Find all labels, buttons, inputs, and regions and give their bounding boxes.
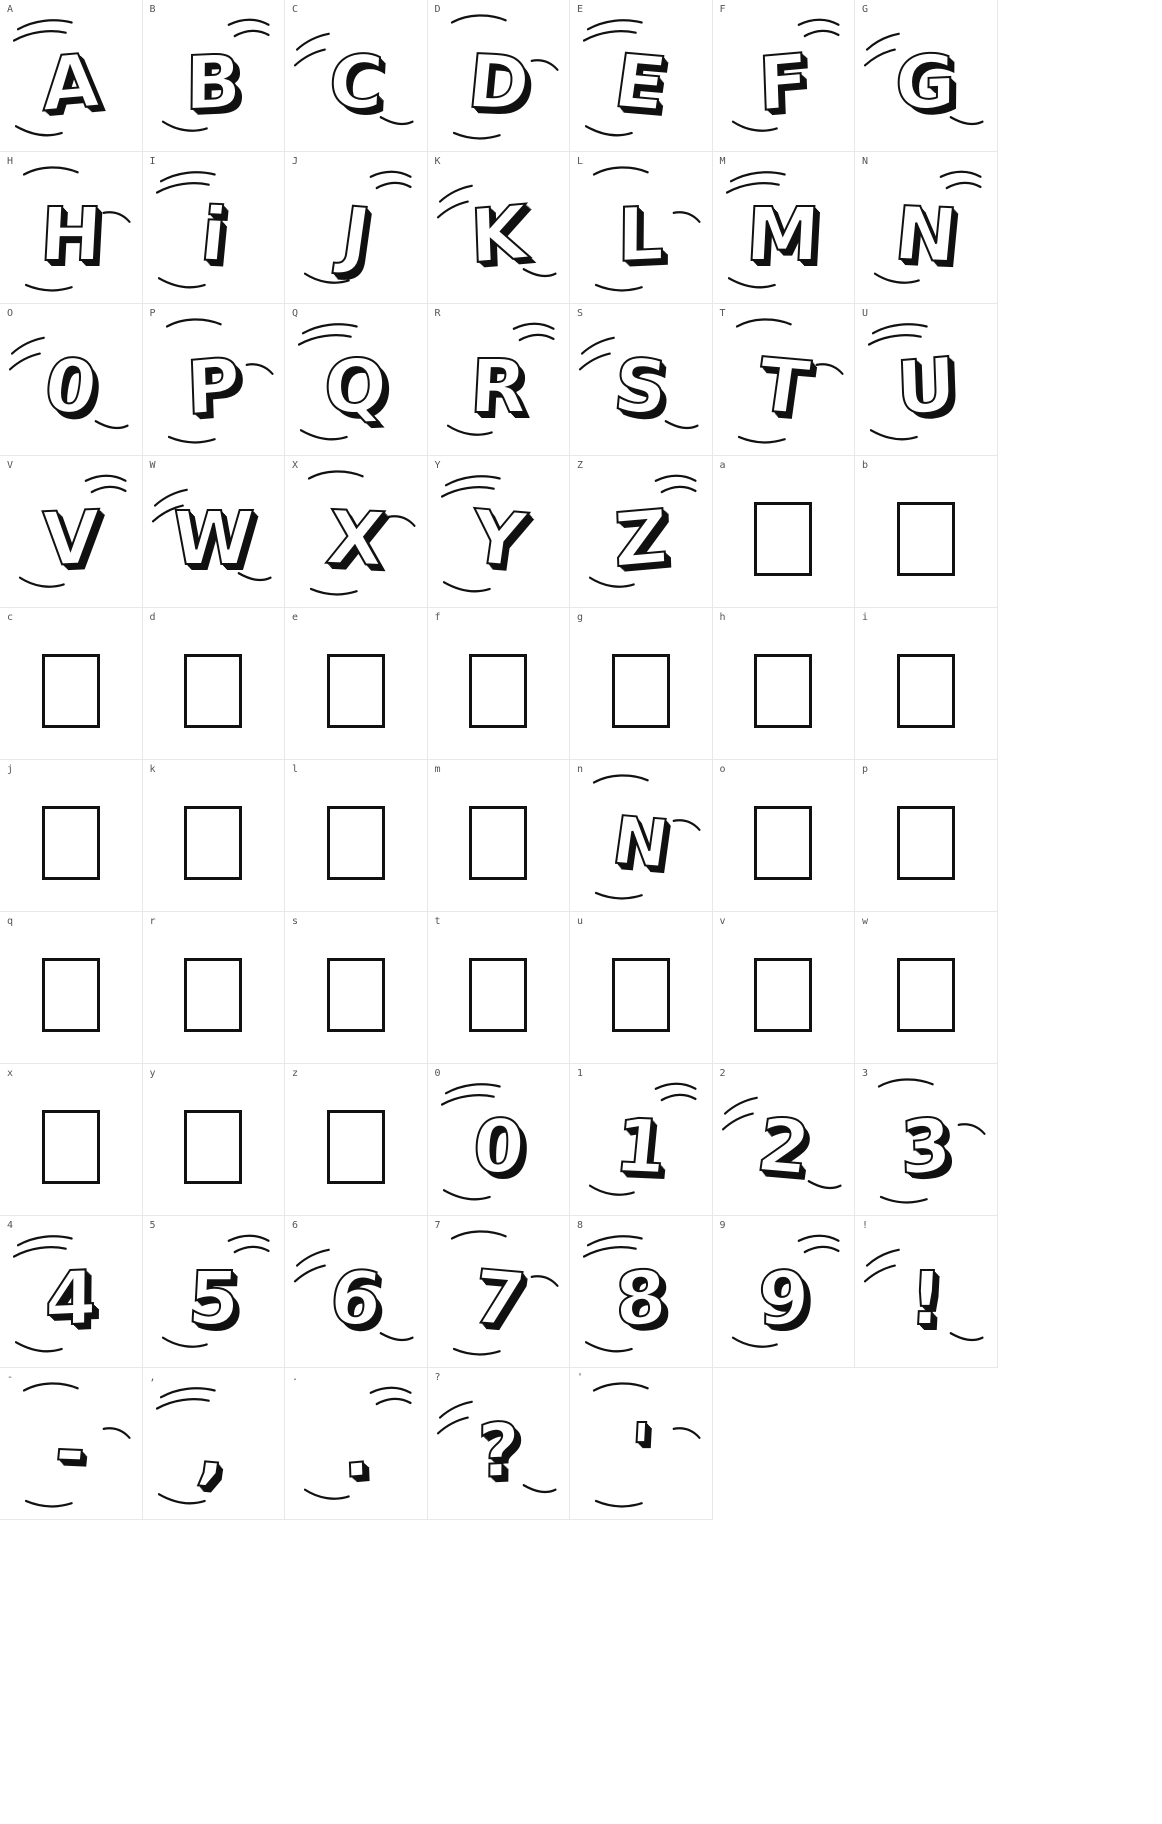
glyph-label: b [862, 460, 869, 471]
glyph-art [285, 1082, 427, 1211]
glyph-label: . [292, 1372, 299, 1383]
glyph-cell[interactable] [570, 456, 713, 608]
glyph-character: L [616, 190, 665, 279]
glyph-cell[interactable] [428, 1216, 571, 1368]
notdef-box-icon [42, 1110, 100, 1184]
glyph-art [855, 322, 997, 451]
notdef-box-icon [612, 958, 670, 1032]
glyph-cell[interactable] [0, 912, 143, 1064]
glyph-cell[interactable] [570, 760, 713, 912]
notdef-box-icon [327, 958, 385, 1032]
glyph-art [713, 18, 855, 147]
notdef-box-icon [897, 502, 955, 576]
glyph-character: J [336, 190, 376, 279]
glyph-cell[interactable] [428, 0, 571, 152]
notdef-box-icon [327, 806, 385, 880]
notdef-box-icon [754, 502, 812, 576]
glyph-cell[interactable] [285, 0, 428, 152]
glyph-label: m [434, 764, 441, 775]
glyph-art [143, 170, 285, 299]
notdef-box-icon [184, 958, 242, 1032]
glyph-cell[interactable] [143, 912, 286, 1064]
glyph-cell[interactable] [428, 1064, 571, 1216]
glyph-art [713, 626, 855, 755]
notdef-box-icon [327, 654, 385, 728]
glyph-character: K [468, 188, 529, 281]
glyph-cell[interactable] [0, 456, 143, 608]
glyph-art [285, 18, 427, 147]
glyph-cell[interactable] [713, 760, 856, 912]
notdef-box-icon [612, 654, 670, 728]
glyph-art [0, 170, 142, 299]
glyph-cell[interactable] [143, 304, 286, 456]
glyph-art [0, 930, 142, 1059]
glyph-character: V [41, 494, 100, 583]
glyph-art [855, 18, 997, 147]
glyph-cell[interactable] [285, 1368, 428, 1520]
notdef-box-icon [184, 654, 242, 728]
glyph-label: a [719, 460, 726, 471]
glyph-label: j [7, 764, 14, 775]
glyph-label: 3 [862, 1068, 869, 1079]
glyph-label: , [149, 1372, 156, 1383]
glyph-character: X [323, 494, 389, 583]
glyph-label: ' [577, 1372, 584, 1383]
glyph-art [570, 170, 712, 299]
glyph-character: H [37, 191, 104, 278]
glyph-label: 7 [434, 1220, 441, 1231]
notdef-box-icon [184, 1110, 242, 1184]
glyph-art [143, 1082, 285, 1211]
glyph-art [570, 1386, 712, 1515]
glyph-label: z [292, 1068, 299, 1079]
notdef-box-icon [897, 806, 955, 880]
glyph-character: C [326, 39, 386, 126]
glyph-art [285, 1386, 427, 1515]
notdef-box-icon [754, 654, 812, 728]
glyph-character: 2 [751, 1101, 815, 1192]
glyph-art [0, 626, 142, 755]
glyph-cell[interactable] [0, 0, 143, 152]
glyph-label: f [434, 612, 441, 623]
glyph-art [713, 930, 855, 1059]
glyph-art [713, 170, 855, 299]
glyph-label: l [292, 764, 299, 775]
glyph-label: x [7, 1068, 14, 1079]
glyph-cell[interactable] [0, 1064, 143, 1216]
glyph-label: X [292, 460, 299, 471]
glyph-label: 4 [7, 1220, 14, 1231]
glyph-label: Q [292, 308, 299, 319]
glyph-cell[interactable] [285, 152, 428, 304]
glyph-label: n [577, 764, 584, 775]
glyph-label: k [149, 764, 156, 775]
glyph-cell[interactable] [570, 1216, 713, 1368]
glyph-character: . [340, 1406, 372, 1495]
glyph-character: T [752, 341, 815, 432]
glyph-art [0, 474, 142, 603]
glyph-character: 6 [325, 1254, 386, 1343]
glyph-cell[interactable] [855, 1064, 998, 1216]
glyph-art [713, 778, 855, 907]
glyph-label: t [434, 916, 441, 927]
glyph-art [855, 626, 997, 755]
glyph-art [855, 1082, 997, 1211]
glyph-label: D [434, 4, 441, 15]
glyph-label: K [434, 156, 441, 167]
glyph-art [428, 1234, 570, 1363]
glyph-cell[interactable] [285, 608, 428, 760]
glyph-art [713, 474, 855, 603]
glyph-art [143, 626, 285, 755]
glyph-cell[interactable] [143, 1216, 286, 1368]
glyph-label: O [7, 308, 14, 319]
glyph-cell[interactable] [285, 912, 428, 1064]
glyph-cell[interactable] [713, 0, 856, 152]
glyph-character: , [193, 1406, 234, 1495]
glyph-cell[interactable] [143, 1368, 286, 1520]
glyph-art [285, 1234, 427, 1363]
glyph-character: 8 [613, 1253, 668, 1344]
glyph-label: Y [434, 460, 441, 471]
glyph-art [428, 930, 570, 1059]
glyph-cell-empty [713, 1368, 856, 1520]
glyph-label: U [862, 308, 869, 319]
glyph-character: 1 [610, 1102, 671, 1191]
glyph-label: S [577, 308, 584, 319]
glyph-art [713, 322, 855, 451]
glyph-character: N [607, 801, 674, 883]
glyph-art [570, 1082, 712, 1211]
glyph-cell[interactable] [713, 1216, 856, 1368]
glyph-character: ! [906, 1255, 945, 1342]
glyph-cell[interactable] [428, 304, 571, 456]
glyph-cell[interactable] [143, 456, 286, 608]
glyph-label: P [149, 308, 156, 319]
glyph-character: ' [627, 1407, 655, 1494]
glyph-label: 6 [292, 1220, 299, 1231]
glyph-label: M [719, 156, 726, 167]
glyph-label: s [292, 916, 299, 927]
glyph-character: ? [476, 1406, 521, 1495]
glyph-label: A [7, 4, 14, 15]
glyph-cell[interactable] [570, 152, 713, 304]
glyph-label: ? [434, 1372, 441, 1383]
glyph-cell[interactable] [570, 1064, 713, 1216]
notdef-box-icon [469, 654, 527, 728]
glyph-cell[interactable] [570, 0, 713, 152]
glyph-character: - [51, 1406, 91, 1495]
glyph-label: q [7, 916, 14, 927]
glyph-cell[interactable] [570, 912, 713, 1064]
glyph-cell[interactable] [855, 912, 998, 1064]
glyph-cell[interactable] [428, 608, 571, 760]
glyph-cell[interactable] [0, 152, 143, 304]
glyph-art [285, 778, 427, 907]
glyph-art [285, 930, 427, 1059]
notdef-box-icon [897, 958, 955, 1032]
glyph-label: u [577, 916, 584, 927]
glyph-art [570, 1234, 712, 1363]
glyph-label: C [292, 4, 299, 15]
glyph-cell[interactable] [713, 912, 856, 1064]
glyph-cell[interactable] [428, 912, 571, 1064]
glyph-character: Q [323, 342, 388, 431]
glyph-art [570, 18, 712, 147]
glyph-art [0, 18, 142, 147]
glyph-cell[interactable] [713, 1064, 856, 1216]
glyph-label: 2 [719, 1068, 726, 1079]
glyph-art [428, 170, 570, 299]
glyph-art [713, 1082, 855, 1211]
glyph-character: 5 [185, 1255, 242, 1342]
glyph-label: I [149, 156, 156, 167]
glyph-cell[interactable] [855, 456, 998, 608]
glyph-art [855, 474, 997, 603]
glyph-cell[interactable] [0, 1368, 143, 1520]
glyph-label: E [577, 4, 584, 15]
glyph-art [713, 1234, 855, 1363]
glyph-cell[interactable] [143, 0, 286, 152]
glyph-label: G [862, 4, 869, 15]
glyph-cell-empty [855, 1368, 998, 1520]
glyph-character: i [196, 191, 231, 278]
glyph-cell[interactable] [285, 304, 428, 456]
glyph-art [570, 778, 712, 907]
glyph-character: N [890, 190, 961, 279]
notdef-box-icon [754, 958, 812, 1032]
notdef-box-icon [469, 806, 527, 880]
glyph-cell[interactable] [570, 304, 713, 456]
glyph-label: H [7, 156, 14, 167]
glyph-cell[interactable] [0, 1216, 143, 1368]
glyph-cell[interactable] [855, 152, 998, 304]
glyph-label: R [434, 308, 441, 319]
glyph-label: F [719, 4, 726, 15]
glyph-cell[interactable] [143, 608, 286, 760]
glyph-cell[interactable] [143, 1064, 286, 1216]
notdef-box-icon [184, 806, 242, 880]
glyph-art [143, 474, 285, 603]
glyph-cell[interactable] [855, 1216, 998, 1368]
glyph-art [285, 170, 427, 299]
glyph-label: v [719, 916, 726, 927]
glyph-cell[interactable] [855, 0, 998, 152]
glyph-art [0, 1386, 142, 1515]
glyph-cell[interactable] [285, 760, 428, 912]
glyph-character: 0 [39, 341, 103, 432]
glyph-label: ! [862, 1220, 869, 1231]
glyph-cell[interactable] [0, 304, 143, 456]
glyph-character: P [184, 341, 242, 432]
glyph-cell[interactable] [713, 304, 856, 456]
glyph-cell[interactable] [713, 152, 856, 304]
notdef-box-icon [754, 806, 812, 880]
notdef-box-icon [469, 958, 527, 1032]
glyph-art [428, 1386, 570, 1515]
glyph-cell[interactable] [285, 1064, 428, 1216]
glyph-label: e [292, 612, 299, 623]
glyph-cell[interactable] [855, 760, 998, 912]
glyph-cell[interactable] [855, 608, 998, 760]
glyph-character: W [170, 495, 257, 582]
glyph-character: U [894, 340, 958, 433]
glyph-art [0, 322, 142, 451]
glyph-character: 4 [44, 1254, 97, 1343]
glyph-art [285, 626, 427, 755]
glyph-label: 8 [577, 1220, 584, 1231]
glyph-label: i [862, 612, 869, 623]
glyph-art [143, 18, 285, 147]
glyph-cell[interactable] [285, 1216, 428, 1368]
glyph-label: g [577, 612, 584, 623]
glyph-character: G [895, 38, 957, 127]
glyph-art [428, 322, 570, 451]
glyph-label: N [862, 156, 869, 167]
glyph-art [143, 930, 285, 1059]
glyph-art [428, 626, 570, 755]
glyph-label: L [577, 156, 584, 167]
glyph-cell[interactable] [0, 760, 143, 912]
glyph-label: 9 [719, 1220, 726, 1231]
glyph-character: Y [465, 493, 531, 584]
glyph-label: Z [577, 460, 584, 471]
glyph-cell[interactable] [143, 152, 286, 304]
glyph-character: 3 [898, 1101, 953, 1192]
glyph-character: S [609, 342, 672, 431]
notdef-box-icon [327, 1110, 385, 1184]
glyph-label: 1 [577, 1068, 584, 1079]
glyph-art [855, 778, 997, 907]
glyph-cell[interactable] [428, 1368, 571, 1520]
glyph-art [0, 1234, 142, 1363]
glyph-character: M [744, 191, 823, 278]
glyph-art [570, 322, 712, 451]
glyph-character: Z [612, 493, 669, 584]
glyph-art [570, 474, 712, 603]
glyph-art [285, 322, 427, 451]
glyph-art [570, 930, 712, 1059]
glyph-character: 7 [466, 1253, 530, 1344]
glyph-art [0, 1082, 142, 1211]
notdef-box-icon [42, 806, 100, 880]
glyph-character: 0 [470, 1103, 527, 1190]
glyph-art [855, 1234, 997, 1363]
glyph-label: - [7, 1372, 14, 1383]
glyph-cell[interactable] [570, 1368, 713, 1520]
glyph-label: B [149, 4, 156, 15]
glyph-cell[interactable] [570, 608, 713, 760]
glyph-cell[interactable] [143, 760, 286, 912]
glyph-label: h [719, 612, 726, 623]
glyph-label: 5 [149, 1220, 156, 1231]
glyph-character: E [609, 37, 672, 128]
glyph-character: F [756, 37, 810, 128]
glyph-label: p [862, 764, 869, 775]
glyph-cell[interactable] [855, 304, 998, 456]
notdef-box-icon [42, 654, 100, 728]
notdef-box-icon [897, 654, 955, 728]
glyph-cell[interactable] [0, 608, 143, 760]
glyph-cell[interactable] [428, 456, 571, 608]
glyph-cell[interactable] [713, 608, 856, 760]
glyph-art [570, 626, 712, 755]
glyph-label: J [292, 156, 299, 167]
glyph-label: y [149, 1068, 156, 1079]
glyph-label: o [719, 764, 726, 775]
glyph-label: w [862, 916, 869, 927]
glyph-label: 0 [434, 1068, 441, 1079]
notdef-box-icon [42, 958, 100, 1032]
glyph-label: r [149, 916, 156, 927]
glyph-art [143, 1234, 285, 1363]
glyph-art [428, 778, 570, 907]
glyph-character: 9 [757, 1254, 810, 1343]
glyph-label: T [719, 308, 726, 319]
glyph-character: D [463, 38, 534, 127]
glyph-cell[interactable] [713, 456, 856, 608]
glyph-cell[interactable] [428, 760, 571, 912]
glyph-art [855, 930, 997, 1059]
glyph-art [143, 1386, 285, 1515]
glyph-cell[interactable] [285, 456, 428, 608]
glyph-character: B [184, 38, 242, 127]
glyph-character: R [467, 343, 529, 430]
glyph-art [428, 1082, 570, 1211]
glyph-character: A [40, 36, 101, 129]
glyph-art [428, 18, 570, 147]
glyph-art [855, 170, 997, 299]
glyph-label: V [7, 460, 14, 471]
glyph-art [285, 474, 427, 603]
glyph-label: c [7, 612, 14, 623]
glyph-art [143, 322, 285, 451]
glyph-art [143, 778, 285, 907]
glyph-art [428, 474, 570, 603]
glyph-label: W [149, 460, 156, 471]
glyph-label: d [149, 612, 156, 623]
glyph-cell[interactable] [428, 152, 571, 304]
glyph-art [0, 778, 142, 907]
